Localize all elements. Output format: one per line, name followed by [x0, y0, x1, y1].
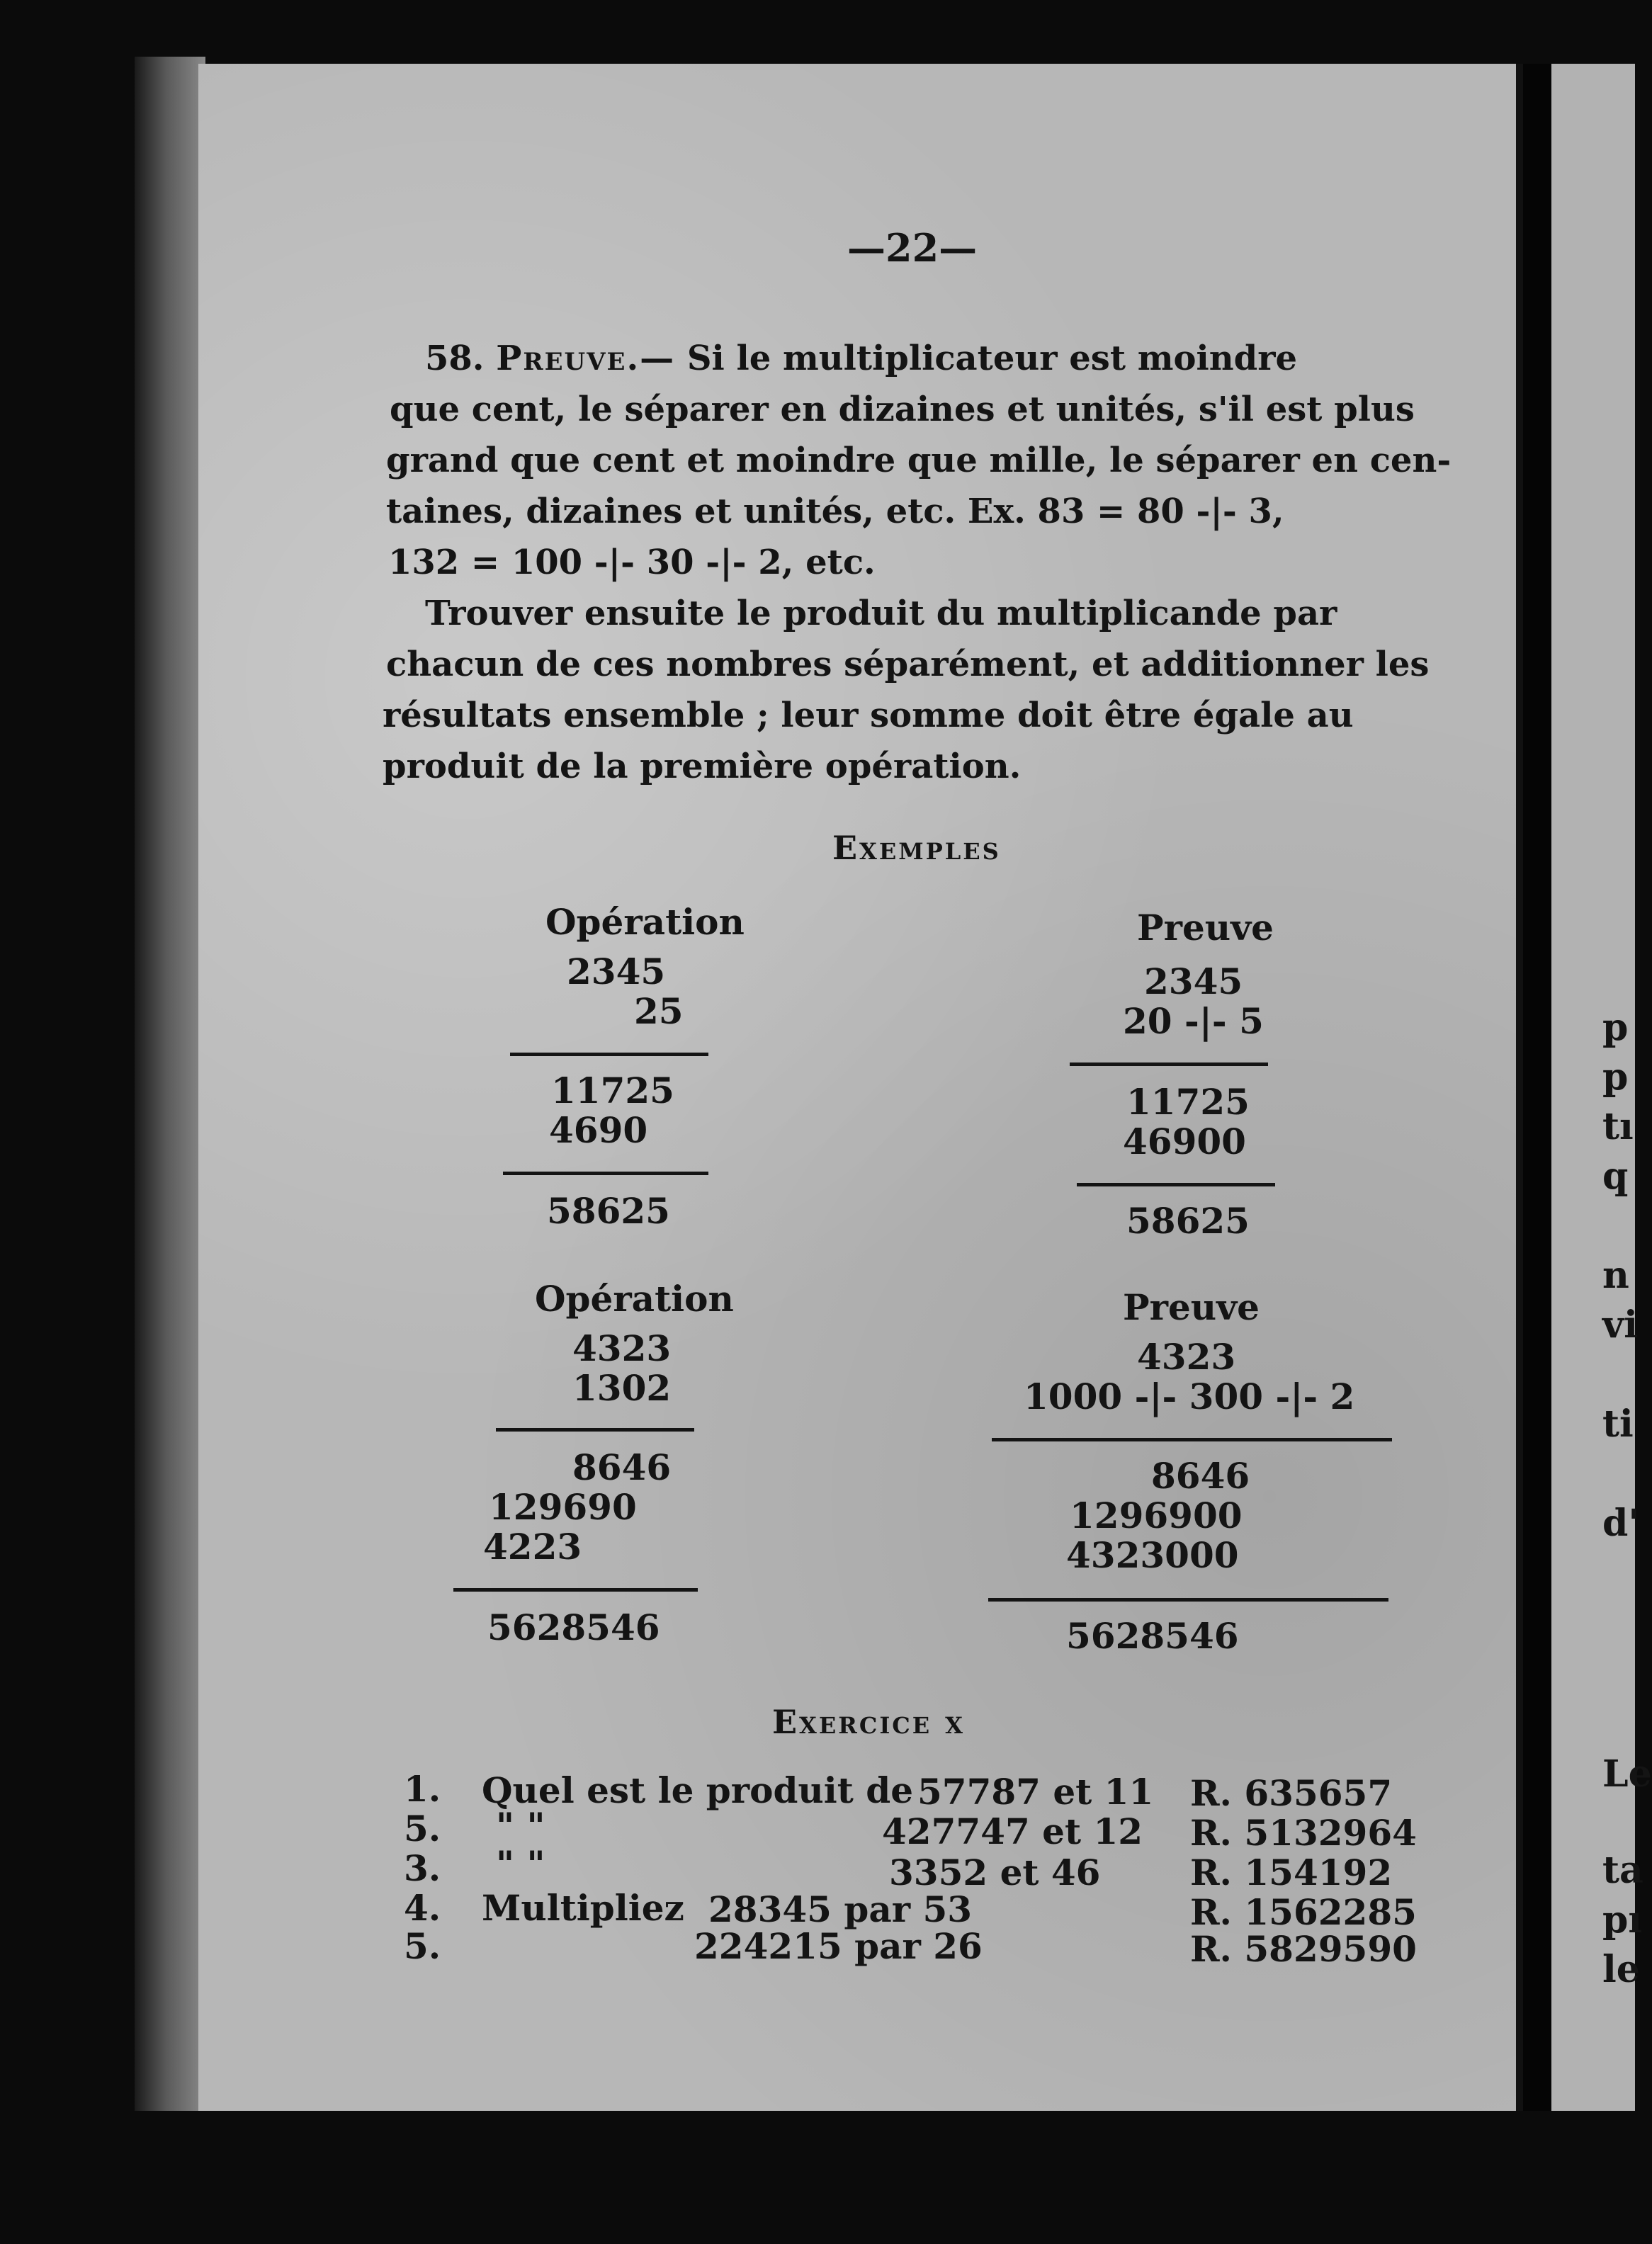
paragraph2-line-4: produit de la première opération.: [383, 747, 1022, 786]
exercise-5-values: 224215 par 26: [694, 1925, 983, 1967]
exercise-4-answer: R. 1562285: [1190, 1891, 1417, 1933]
exercise-2-text: " ": [496, 1805, 545, 1847]
ex1-proof-multiplicand: 2345: [1144, 960, 1243, 1002]
section-line-5: 132 = 100 -|- 30 -|- 2, etc.: [388, 543, 876, 582]
ex1-op-result: 58625: [547, 1190, 670, 1232]
gutter: [1523, 64, 1551, 2111]
exercise-3-number: 3.: [404, 1847, 441, 1889]
ex2-op-rule-1: [496, 1428, 694, 1432]
exercise-1-answer: R. 635657: [1190, 1772, 1393, 1814]
ex1-proof-rule-2: [1077, 1183, 1275, 1186]
ex2-op-partial-3: 4223: [483, 1526, 582, 1568]
ex1-op-multiplier: 25: [634, 990, 684, 1032]
exercise-1-number: 1.: [404, 1768, 441, 1810]
exercise-3-text: " ": [496, 1843, 545, 1885]
paragraph2-line-1: Trouver ensuite le produit du multiplicande par: [425, 594, 1337, 633]
adjacent-fragment: p: [1602, 1006, 1629, 1049]
exercise-2-number: 5.: [404, 1808, 441, 1849]
section-first-line: [425, 333, 1297, 384]
exercise-4-values: 28345 par 53: [708, 1888, 973, 1930]
ex2-op-multiplier: 1302: [572, 1367, 672, 1409]
section-line-4: taines, dizaines et unités, etc. Ex. 83 = 80 -|- 3,: [386, 492, 1284, 531]
adjacent-fragment: ta: [1602, 1849, 1643, 1892]
ex2-operation-label: Opération: [535, 1278, 734, 1320]
exercise-2-answer: R. 5132964: [1190, 1812, 1417, 1854]
adjacent-fragment: tı: [1602, 1105, 1634, 1148]
ex1-proof-partial-1: 11725: [1126, 1081, 1250, 1123]
ex2-op-partial-1: 8646: [572, 1446, 672, 1488]
exercise-5-answer: R. 5829590: [1190, 1928, 1417, 1970]
ex2-proof-multiplicand: 4323: [1137, 1336, 1236, 1378]
adjacent-fragment: vi: [1602, 1303, 1638, 1347]
examples-heading: Exemples: [832, 829, 1001, 867]
ex1-op-partial-1: 11725: [551, 1070, 674, 1111]
adjacent-fragment: q: [1602, 1155, 1629, 1198]
exercise-1-values: 57787 et 11: [917, 1771, 1154, 1813]
ex2-proof-result: 5628546: [1066, 1615, 1239, 1657]
adjacent-fragment: le: [1602, 1948, 1640, 1991]
adjacent-fragment: ti: [1602, 1402, 1634, 1446]
exercise-3-answer: R. 154192: [1190, 1852, 1393, 1893]
ex2-proof-partial-2: 1296900: [1070, 1495, 1243, 1536]
page-edge-line: [1516, 64, 1523, 2111]
adjacent-fragment: pı: [1602, 1898, 1643, 1942]
exercise-4-text: Multipliez: [482, 1887, 684, 1929]
page-number: —22—: [847, 225, 978, 271]
book-spine: [135, 57, 205, 2111]
exercise-1-text: Quel est le produit de: [482, 1769, 914, 1811]
ex2-proof-partial-3: 4323000: [1066, 1534, 1239, 1576]
ex2-proof-rule-1: [992, 1438, 1392, 1441]
ex2-op-multiplicand: 4323: [572, 1327, 672, 1369]
exercise-5-number: 5.: [404, 1925, 441, 1967]
section-line-2: que cent, le séparer en dizaines et unités, s'il est plus: [390, 390, 1415, 429]
exercise-3-values: 3352 et 46: [889, 1852, 1101, 1893]
section-number: 58.: [425, 339, 485, 378]
ex2-op-result: 5628546: [487, 1606, 660, 1648]
adjacent-fragment: p: [1602, 1055, 1629, 1099]
paragraph2-line-2: chacun de ces nombres séparément, et additionner les: [386, 645, 1430, 684]
section-title: Preuve.—: [496, 339, 676, 378]
adjacent-fragment: n: [1602, 1254, 1629, 1297]
exercise-heading: Exercice x: [772, 1703, 966, 1741]
ex2-proof-partial-1: 8646: [1151, 1455, 1250, 1497]
paragraph2-line-3: résultats ensemble ; leur somme doit être égale au: [383, 696, 1354, 735]
ex2-proof-label: Preuve: [1123, 1286, 1260, 1328]
ex2-op-rule-2: [453, 1588, 698, 1592]
ex1-op-partial-2: 4690: [549, 1109, 648, 1151]
ex1-op-rule-1: [510, 1053, 708, 1056]
ex2-op-partial-2: 129690: [489, 1486, 637, 1528]
ex1-proof-result: 58625: [1126, 1200, 1250, 1242]
ex1-op-rule-2: [503, 1172, 708, 1175]
exercise-4-number: 4.: [404, 1887, 441, 1929]
ex1-proof-partial-2: 46900: [1123, 1121, 1246, 1162]
ex1-op-multiplicand: 2345: [567, 951, 666, 992]
section-line-3: grand que cent et moindre que mille, le séparer en cen-: [386, 441, 1452, 480]
ex2-proof-multiplier: 1000 -|- 300 -|- 2: [1024, 1376, 1355, 1417]
exercise-2-values: 427747 et 12: [882, 1810, 1143, 1852]
ex1-proof-label: Preuve: [1137, 907, 1274, 948]
section-line-1: Si le multiplicateur est moindre: [686, 339, 1298, 378]
ex1-proof-rule-1: [1070, 1062, 1268, 1066]
ex2-proof-rule-2: [988, 1598, 1388, 1602]
ex1-proof-multiplier: 20 -|- 5: [1123, 1000, 1264, 1042]
adjacent-fragment: Le: [1602, 1752, 1652, 1796]
ex1-operation-label: Opération: [545, 901, 745, 943]
adjacent-fragment: d': [1602, 1502, 1640, 1545]
